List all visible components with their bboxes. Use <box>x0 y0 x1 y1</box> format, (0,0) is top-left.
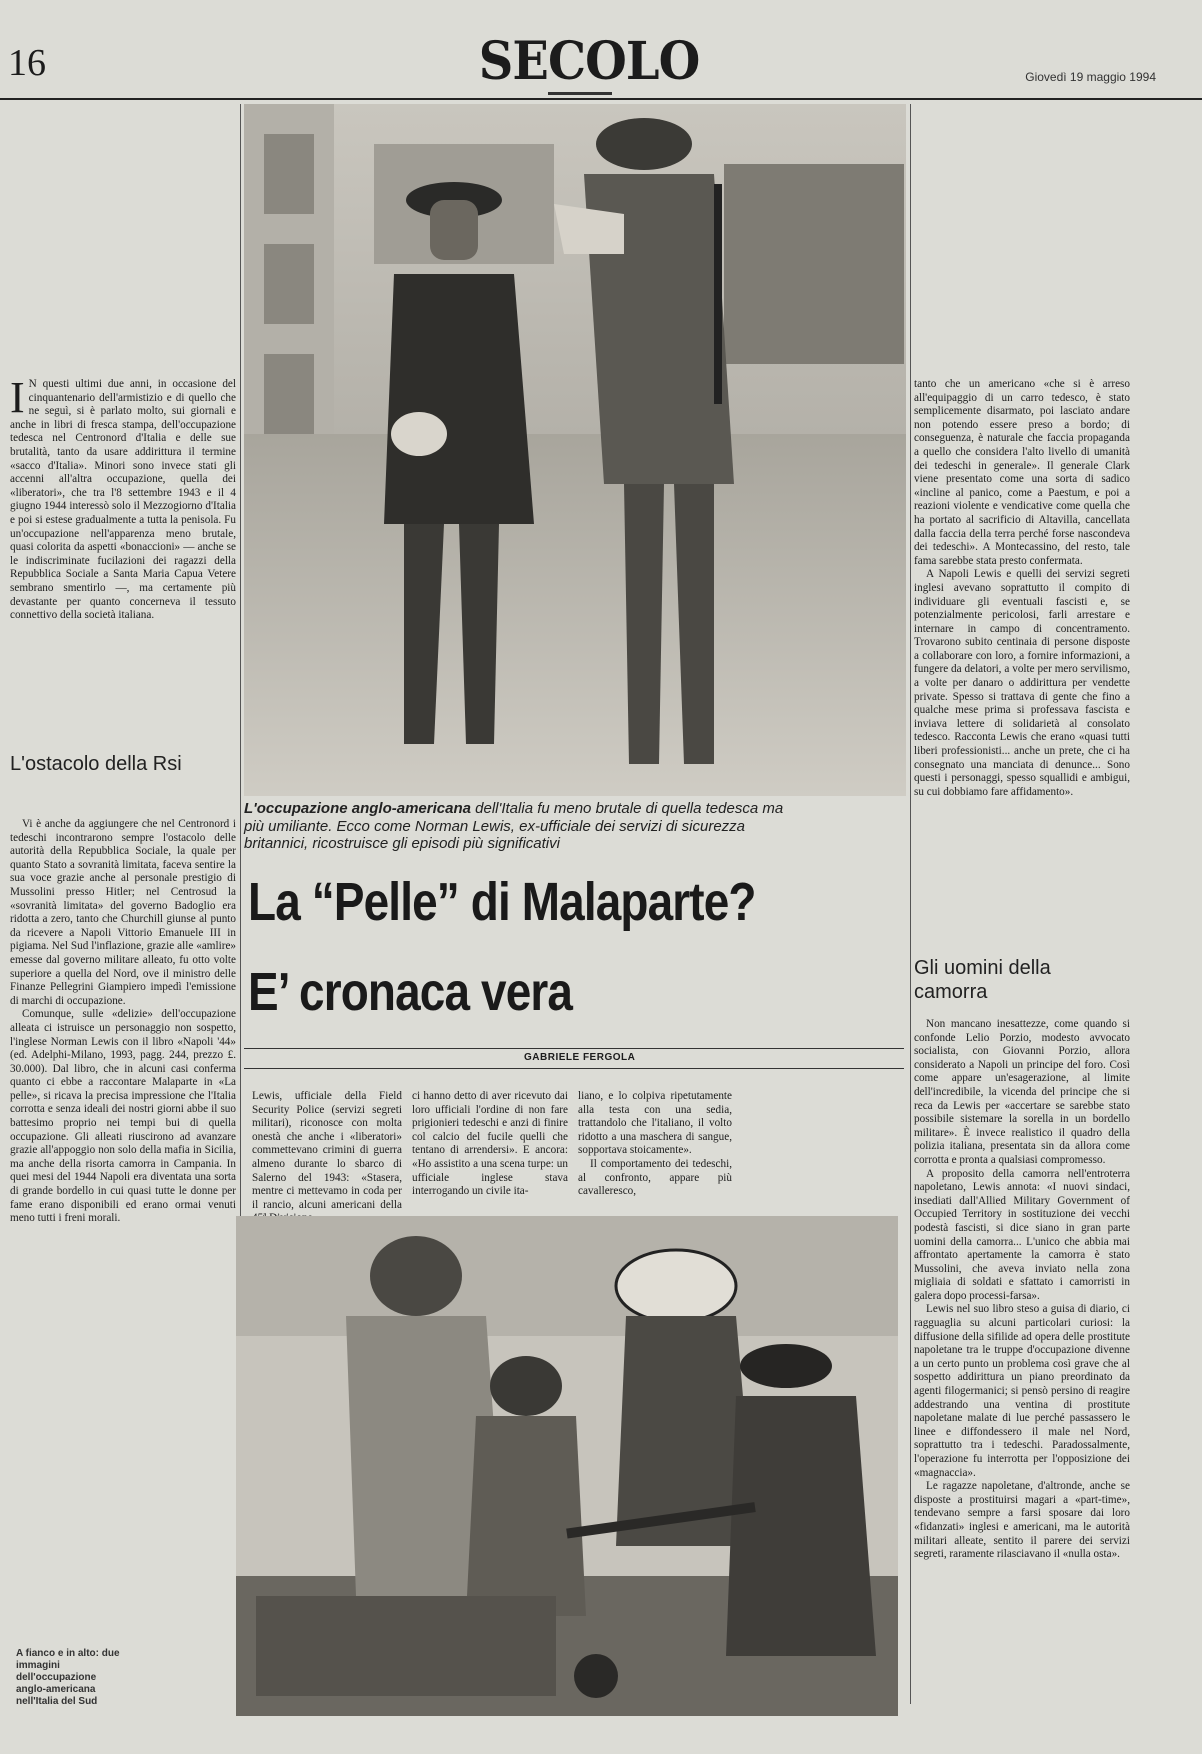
byline: GABRIELE FERGOLA <box>524 1052 636 1063</box>
caption-rest: dell'Italia fu meno brutale di quella tedesca ma più umiliante. Ecco come Norman Lewis, ex-ufficiale dei servizi di sicurezza britannici, ricostruisce gli episodi più significativi <box>244 800 784 852</box>
subhead-ostacolo: L'ostacolo della Rsi <box>10 753 182 775</box>
headline-line-2: E’ cronaca vera <box>248 962 573 1022</box>
left-column-body <box>10 818 236 1226</box>
right-column-bottom: Non mancano inesattezze, come quando si confonde Lelio Porzio, modesto avvocato socialista, con Giovanni Porzio, allora considerato a Napoli un principe del foro. Così come appare un'esagerazione, al limite dell'incredibile, la vicenda del principe che si reca da Lewis per «accertare se sarebbe stato possibile sistemare la sorella in un bordello militare». È invece realistico il quadro della polizia italiana, presentata sin da allora come corrotta e pronta a qualsiasi compromesso. A proposito della camorra nell'entroterra napoletano, Lewis annota: «I nuovi sindaci, insediati dall'Allied Military Government of Occupied Territory in sostituzione dei vecchi podestà fascisti, si dice siano in gran parte uomini della camorra... L'unico che abbia mai affrontato apertamente la camorra è stato Mussolini, che aveva inviato nella zona migliaia di soldati e sfattato i camorristi in galera dopo processi-farsa». Lewis nel suo libro steso a guisa di diario, ci ragguaglia su alcuni particolari curiosi: la diffusione della sifilide ad opera delle prostitute napoletane tra le truppe d'occupazione divenne a un certo punto un problema così grave che al sospetto addirittura un piano preordinato da agenti filogermanici; si pensò persino di reagire addestrando una ventina di prostitute napoletane malate di lue perché passassero le linee e diffondessero il male nel Nord, soprattutto tra i tedeschi. Paradossalmente, l'operazione fu interrotta per l'opposizione dei «magnaccia». Le ragazze napoletane, d'altronde, anche se disposte a prostituirsi magari a «part-time», tendevano sempre a farsi sposare dai loro «fidanzati» inglesi e americani, ma le autorità militari alleate, sentito il parere dei servizi segreti, raramente rilasciavano il «nulla osta». <box>914 1018 1130 1561</box>
soldiers-photo-illustration <box>244 104 906 796</box>
mid-column-2: ci hanno detto di aver ricevuto dai loro ufficiali l'ordine di non fare prigionieri tedeschi e anzi di finire col calcio del fucile quelli che tentano di arrendersi». E ancora: «Ho assistito a una scena turpe: un ufficiale inglese stava interrogando un civile ita- <box>412 1090 568 1198</box>
byline-rule-top <box>244 1048 904 1049</box>
left-column-intro <box>10 373 236 623</box>
left-paragraph: Vi è anche da aggiungere che nel Centronord i tedeschi incontrarono sempre l'ostacolo delle autorità della Repubblica Sociale, la quale per quanto Stato a sovranità limitata, faceva sentire la sua voce grazie anche al personale prestigio di Mussolini presso Hitler; nel Centrosud la «sovranità limitata» del governo Badoglio era ridotta a zero, tanto che Churchill giunse al punto da ricevere a Napoli Vittorio Emanuele III in pigiama. Nel Sud l'inflazione, grazie alle «amlire» emesse dal governo militare alleato, fu otto volte superiore a quella del Nord, ove il ministro delle Finanze Pellegrini Giampiero impedì l'emissione di marchi di occupazione. <box>10 818 236 1007</box>
bottom-photo-caption: A fianco e in alto: due immagini dell'occupazione anglo-americana nell'Italia del Sud <box>16 1648 120 1707</box>
issue-date: Giovedì 19 maggio 1994 <box>1025 70 1156 84</box>
photo-caption-top <box>244 800 804 853</box>
mid-column-1: Lewis, ufficiale della Field Security Police (servizi segreti militari), riconosce con molta onestà che anche i «liberatori» commettevano crimini di guerra almeno durante lo sbarco di Salerno del 1943: «Stasera, mentre ci mettevamo in coda per il rancio, alcuni americani della <box>252 1090 402 1211</box>
page-number: 16 <box>8 42 46 84</box>
masthead-title: SECOLO <box>478 31 700 92</box>
byline-rule-bottom <box>244 1068 904 1069</box>
left-paragraph: Comunque, sulle «delizie» dell'occupazione alleata ci istruisce un personaggio non sospetto, l'inglese Norman Lewis con il libro «Napoli '44» (ed. Adelphi-Milano, 1993, pagg. 244, prezzo £. 30.000). Dal libro, che in alcuni casi conferma quanto ci ebbe a raccontare Malaparte in «La pelle», si ricava la precisa impressione che l'Italia corrotta e senza ideali dei nostri giorni abbe il suo battesimo proprio nei tempi bui di quella occupazione. Gli alleati riuscirono ad avanzare grazie all'appoggio non solo della mafia in Sicilia, ma anche della risorta camorra in Campania. In quei mesi del 1944 Napoli era diventata una sorta di grande bordello in cui quasi tutte le donne per fame erano disponibili ed erano ormai venuti meno tutti i freni morali. <box>10 1008 236 1225</box>
top-rule <box>0 98 1202 100</box>
caption-lead: L'occupazione anglo-americana <box>244 800 471 817</box>
headline-line-1: La “Pelle” di Malaparte? <box>248 872 756 932</box>
intro-paragraph: N questi ultimi due anni, in occasione del cinquantenario dell'armistizio e di quello che ne seguì, si è parlato molto, sui giornali e anche in libri di fresca stampa, dell'occupazione tedesca nel Centronord d'Italia e delle sue brutalità, tanto da usare addirittura il termine «sacco d'Italia». Minori sono invece stati gli accenni all'altra occupazione, quella dei «liberatori», che tra l'8 settembre 1943 e il 4 giugno 1944 interessò solo il Mezzogiorno d'Italia e poi si estese gradualmente a tutta la penisola. Fu un'occupazione nell'apparenza meno brutale, quasi colorita da aspetti «bonaccioni» — anche se le indiscriminate fucilazioni dei ragazzi della Repubblica Sociale a Santa Maria Capua Vetere sembrano smentirlo —, ma certamente più devastante per quanto concerneva il tessuto connettivo della società italiana. <box>10 378 236 622</box>
subhead-camorra: Gli uomini della camorra <box>914 957 1051 1003</box>
mid-column-3: liano, e lo colpiva ripetutamente alla testa con una sedia, trattandolo che l'italiano, il volto ridotto a una maschera di sangue, sopportava stoicamente». Il comportamento dei tedeschi, al confronto, appare più cavalleresco, <box>578 1090 732 1198</box>
drop-cap: I <box>10 373 25 422</box>
masthead-underline <box>548 92 612 95</box>
occupation-photo-illustration <box>236 1216 898 1716</box>
bottom-photo <box>236 1216 898 1716</box>
right-column-top: tanto che un americano «che si è arreso all'equipaggio di un carro tedesco, è stato semplicemente disarmato, poi lasciato andare non potendo essere preso a bordo; di conseguenza, è naturale che faccia propaganda a quello che considera l'alto livello di umanità dei tedeschi in generale». Il generale Clark viene presentato come una sorta di sadico «incline al panico, come a Paestum, e poi a reazioni violente e vendicative come quella che ha portato al sacrificio di Altavilla, cancellata dalla faccia della terra perché forse nascondeva dei tedeschi». A Montecassino, del resto, tale fama sarebbe stata presto confermata. A Napoli Lewis e quelli dei servizi segreti inglesi avevano soprattutto il compito di individuare gli eventuali fascisti e, se potenzialmente pericolosi, farli arrestare e internare in campo di concentramento. Trovarono subito centinaia di persone disposte a collaborare con loro, a fornire informazioni, a fungere da delatori, a volte per mero servilismo, a volte per danaro o addirittura per vendette private. Spesso si trattava di gente che fino a qualche mese prima si professava fascista e inviava lettere di solidarietà al consolato tedesco. Racconta Lewis che erano «quasi tutti liberi professionisti... anche un prete, che ci ha consegnato una manciata di denunce... Sono questi i personaggi, spesso squallidi e ambigui, su cui dobbiamo fare affidamento». <box>914 378 1130 798</box>
top-photo <box>244 104 906 796</box>
column-rule-right <box>910 104 911 1704</box>
